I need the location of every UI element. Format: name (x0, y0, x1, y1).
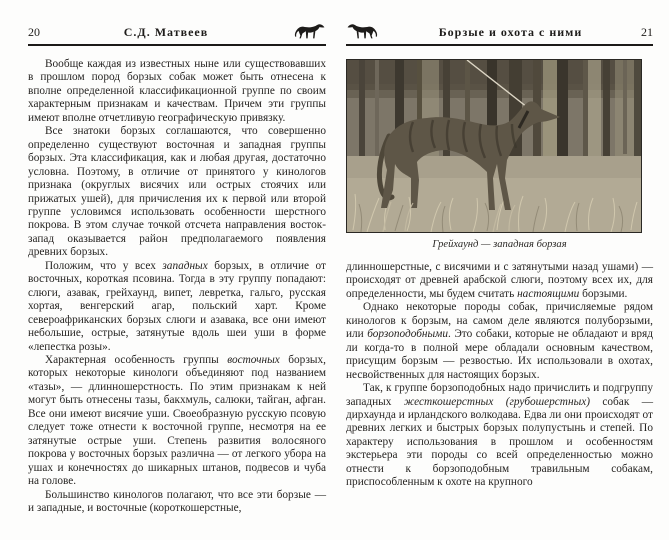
paragraph: длинношерстные, с висячими и с затянутыми назад ушами) — происходят от древней арабской слюги, поэтому всех их, для определенности, мы будем считать настоящими борзыми. (346, 261, 653, 300)
borzoi-icon (292, 20, 326, 40)
paragraph: Вообще каждая из известных ныне или существовавших в прошлом пород борзых собак может быть отнесена к вполне определенной классификационной группе по своим характерным признакам и качествам. Причем эти группы имеют вполне отчетливую географическую привязку. (28, 58, 326, 124)
right-page (346, 24, 653, 490)
greyhound-photo (346, 59, 642, 233)
italic-term: борзоподобными (367, 328, 448, 341)
borzoi-icon (346, 20, 380, 40)
paragraph: Так, к группе борзоподобных надо причислить и подгруппу западных жесткошерстных (грубошерстных) собак — дирхаунда и ирландского волкодава. Едва ли они происходят от древних легких и быстрых борзых полупустынь и степей. По характеру использования в прошлом и особенностям экстерьера эти породы со всей определенностью можно отнести к борзоподобным травильным собакам, приспособленным к охоте на крупного (346, 382, 653, 489)
italic-term: западных (162, 259, 208, 272)
paragraph: Все знатоки борзых соглашаются, что совершенно определенно существуют восточная и западная группы борзых. Эта классификация, как и любая другая, достаточно условна. Поэтому, в отличие от принятого у кинологов признака (округлых висячих или острых стоячих или прижатых ушей), для причисления их к первой или второй группе условимся использовать особенности шерстного покрова. В этом случае точкой отсчета направления восток-запад оказывается район предполагаемого появления древних борзых. (28, 125, 326, 259)
left-page-number: 20 (28, 25, 40, 39)
left-page (28, 24, 326, 515)
italic-term: настоящими (517, 287, 580, 300)
paragraph: Большинство кинологов полагают, что все эти борзые — и западные, и восточные (короткошерстные, (28, 488, 326, 514)
paragraph: Положим, что у всех западных борзых, в отличие от восточных, короткая псовина. Тогда в эту группу попадают: слюги, азавак, грейхаунд, випет, левретка, гальго, русская хортая, венгерский агар, польский харт. Кроме североафриканских борзых слюги и азавака, все они имеют небольшие, острые, затянутые вдоль шеи уши в форме «лепестка розы». (28, 259, 326, 353)
right-running-head (346, 24, 653, 46)
left-running-title: С.Д. Матвеев (123, 25, 209, 39)
italic-term: жесткошерстных (грубошерстных) (403, 395, 590, 408)
photo-caption: Грейхаунд — западная борзая (432, 239, 567, 250)
left-running-head (28, 24, 326, 46)
left-page-body (28, 58, 326, 515)
paragraph: Однако некоторые породы собак, причисляемые рядом кинологов к борзым, на самом деле являются полуборзыми, или борзоподобными. Это собаки, которые не обладают и вряд ли когда-то в полной мере обладали основным качеством, присущим борзым — резвостью. Их использовали в охотах, несвойственных для настоящих борзых. (346, 301, 653, 381)
italic-term: восточных (227, 353, 280, 366)
right-running-title: Борзые и охота с ними (438, 25, 583, 39)
paragraph: Характерная особенность группы восточных борзых, которых некоторые кинологи объединяют под названием «тазы», — длинношерстность. По этим признакам к ней могут быть отнесены тазы, бакхмуль, салюки, тайган, афган. Все они имеют висячие уши. Своеобразную русскую псовую следует тоже отнести к восточной группе, несмотря на ее затянутые острые уши. Степень развития волосяного покрова у восточных борзых различна — от легкого убора на ушах и конечностях до шикарных штанов, подвесов и чуба на голове. (28, 353, 326, 488)
right-page-number: 21 (641, 25, 653, 39)
right-page-body (346, 261, 653, 490)
